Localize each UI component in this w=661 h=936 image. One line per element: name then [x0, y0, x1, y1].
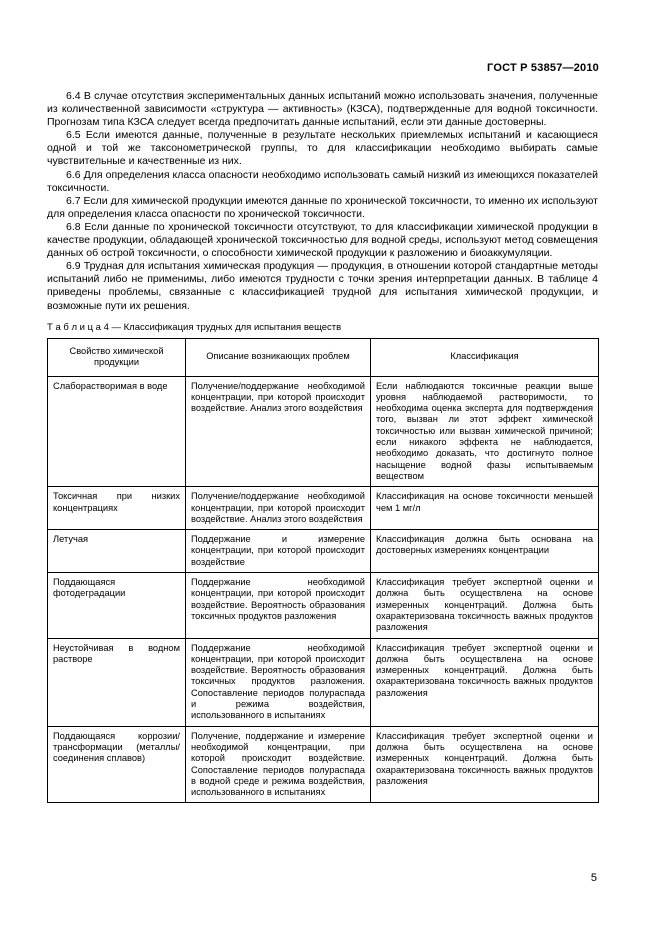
- document-content: [47, 90, 598, 803]
- cell-classification: Классификация должна быть основана на достоверных измерениях концентрации: [371, 530, 599, 573]
- cell-property: Летучая: [48, 530, 186, 573]
- table-row: [48, 638, 599, 726]
- paragraph-6-7: 6.7 Если для химической продукции имеются данные по хронической токсичности, то именно их используют для определения класса опасности по хронической токсичности.: [47, 194, 598, 220]
- table-row: [48, 726, 599, 803]
- cell-classification: Классификация требует экспертной оценки и должна быть осуществлена на основе измеренных концентраций. Должна быть охарактеризована токсичность важных продуктов разложения: [371, 726, 599, 803]
- cell-classification: Если наблюдаются токсичные реакции выше уровня наблюдаемой растворимости, то необходима оценка эксперта для подтверждения того, вызван ли этот эффект химической токсичностью или вызван химической причиной; если никакого эффекта не наблюдается, необходимо доказать, что достигнуто полное насыщение водной фазы испытываемым веществом: [371, 376, 599, 487]
- table-caption: Т а б л и ц а 4 — Классификация трудных для испытания веществ: [47, 321, 342, 333]
- cell-property: Поддающаяся фотодеградации: [48, 573, 186, 638]
- page-number: 5: [590, 872, 597, 884]
- cell-problem: Получение, поддержание и измерение необходимой концентрации, при которой происходит воздействие. Сопоставление периодов полураспада в водной среде и режима воздействия, использованного в испытаниях: [186, 726, 371, 803]
- paragraph-6-6: 6.6 Для определения класса опасности необходимо использовать самый низкий из имеющихся показателей токсичности.: [47, 168, 598, 194]
- cell-problem: Получение/поддержание необходимой концентрации, при которой происходит воздействие. Анализ этого воздействия: [186, 487, 371, 530]
- paragraph-6-5: 6.5 Если имеются данные, полученные в результате нескольких приемлемых испытаний и касающиеся одной и той же таксонометрической группы, то для классификации необходимо выбирать самые чувствительные и качественные из них.: [47, 129, 598, 168]
- table-row: [48, 487, 599, 530]
- table-row: [48, 530, 599, 573]
- cell-property: Поддающаяся коррозии/трансформации (металлы/соединения сплавов): [48, 726, 186, 803]
- paragraph-6-4: 6.4 В случае отсутствия экспериментальных данных испытаний можно использовать значения, полученные из количественной зависимости «структура — активность» (КЗСА), подтвержденные для водной токсичности. Прогнозам типа КЗСА следует всегда предпочитать данные испытаний, если эти данные достоверны.: [47, 90, 598, 129]
- paragraph-6-8: 6.8 Если данные по хронической токсичности отсутствуют, то для классификации химической продукции в качестве продукции, обладающей хронической токсичностью для водной среды, используют метод совмещения данных об острой токсичности, о способности химической продукции к разложению и биоаккумуляции.: [47, 220, 598, 260]
- cell-property: Неустойчивая в водном растворе: [48, 638, 186, 726]
- table-row: [48, 376, 599, 487]
- cell-problem: Получение/поддержание необходимой концентрации, при которой происходит воздействие. Анализ этого воздействия: [186, 376, 371, 487]
- cell-property: Токсичная при низких концентрациях: [48, 487, 186, 530]
- cell-property: Слаборастворимая в воде: [48, 376, 186, 487]
- classification-table: [47, 338, 599, 804]
- paragraph-6-9: 6.9 Трудная для испытания химическая продукция — продукция, в отношении которой стандартные методы испытаний либо не применимы, либо имеются трудности с точки зрения интерпретации данных. В таблице 4 приведены проблемы, связанные с классификацией трудной для испытания химической продукции, и возможные пути их решения.: [47, 260, 598, 312]
- doc-number: ГОСТ Р 53857—2010: [487, 62, 599, 74]
- cell-classification: Классификация требует экспертной оценки и должна быть осуществлена на основе измеренных концентраций. Должна быть охарактеризована токсичность важных продуктов разложения: [371, 638, 599, 726]
- cell-problem: Поддержание необходимой концентрации, при которой происходит воздействие. Вероятность образования токсичных продуктов разложения: [186, 573, 371, 638]
- table-row: [48, 573, 599, 638]
- column-header-property: Свойство химической продукции: [48, 338, 186, 376]
- cell-problem: Поддержание и измерение концентрации, при которой происходит воздействие: [186, 530, 371, 573]
- table-header-row: [48, 338, 599, 376]
- cell-classification: Классификация на основе токсичности меньшей чем 1 мг/л: [371, 487, 599, 530]
- cell-classification: Классификация требует экспертной оценки и должна быть осуществлена на основе измеренных концентраций. Должна быть охарактеризована токсичность важных продуктов разложения: [371, 573, 599, 638]
- cell-problem: Поддержание необходимой концентрации, при которой происходит воздействие. Вероятность образования токсичных продуктов разложения. Сопоставление периодов полураспада и режима воздействия, использованного в испытаниях: [186, 638, 371, 726]
- column-header-problem: Описание возникающих проблем: [186, 338, 371, 376]
- column-header-classification: Классификация: [371, 338, 599, 376]
